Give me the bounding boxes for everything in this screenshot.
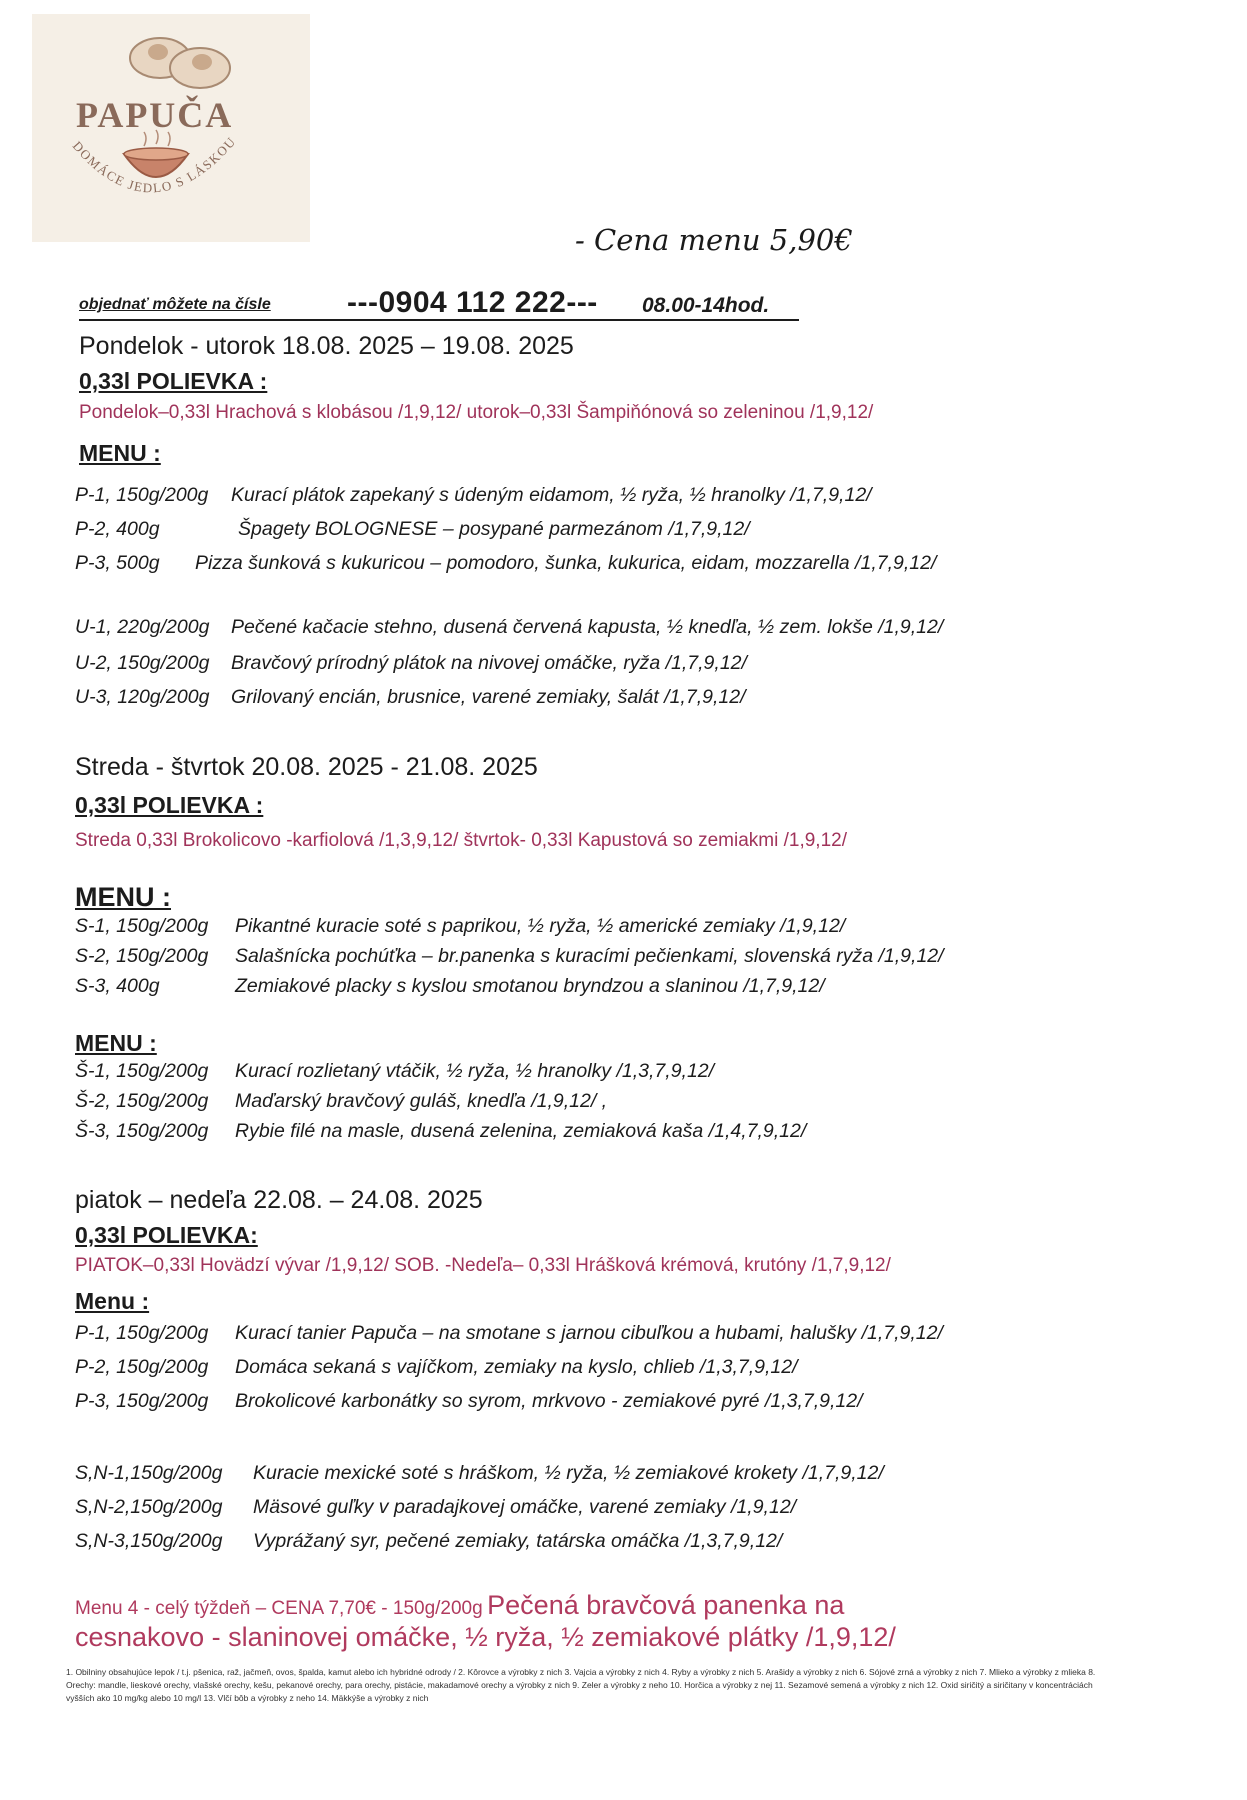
dish-code: Š-1, 150g/200g bbox=[75, 1060, 209, 1082]
menu4-title-part2: cesnakovo - slaninovej omáčke, ½ ryža, ½ zemiakové plátky /1,9,12/ bbox=[75, 1622, 896, 1652]
menu4-line-1 bbox=[75, 1590, 844, 1621]
dish-item bbox=[75, 1496, 796, 1519]
order-line bbox=[79, 284, 799, 324]
dish-text: Vyprážaný syr, pečené zemiaky, tatárska omáčka /1,3,7,9,12/ bbox=[253, 1530, 783, 1552]
menu-heading: MENU : bbox=[75, 882, 171, 912]
dish-code: P-1, 150g/200g bbox=[75, 484, 209, 506]
dish-code: S,N-2,150g/200g bbox=[75, 1496, 223, 1518]
dish-item bbox=[75, 1390, 863, 1413]
dish-text: Zemiakové placky s kyslou smotanou bryndzou a slaninou /1,7,9,12/ bbox=[235, 975, 825, 997]
dish-item bbox=[75, 652, 747, 675]
period-heading: Pondelok - utorok 18.08. 2025 – 19.08. 2025 bbox=[79, 332, 574, 360]
dish-item bbox=[75, 616, 943, 639]
menu-heading: MENU : bbox=[75, 1030, 157, 1056]
dish-text: Rybie filé na masle, dusená zelenina, zemiaková kaša /1,4,7,9,12/ bbox=[235, 1120, 807, 1142]
dish-text: Mäsové guľky v paradajkovej omáčke, varené zemiaky /1,9,12/ bbox=[253, 1496, 797, 1518]
dish-code: S-3, 400g bbox=[75, 975, 160, 997]
dish-item bbox=[75, 915, 845, 938]
dish-item bbox=[75, 1530, 782, 1553]
dish-text: Salašnícka pochúťka – br.panenka s kuracími pečienkami, slovenská ryža /1,9,12/ bbox=[235, 945, 944, 967]
dish-item bbox=[75, 484, 872, 507]
menu4-title-part1: Pečená bravčová panenka na bbox=[487, 1590, 845, 1620]
dish-code: P-1, 150g/200g bbox=[75, 1322, 209, 1344]
order-label: objednať môžete na čísle bbox=[79, 296, 271, 313]
dish-item bbox=[75, 552, 936, 575]
menu-price-note: - Cena menu 5,90€ bbox=[575, 223, 853, 257]
menu-heading: MENU : bbox=[79, 440, 161, 466]
dish-code: U-2, 150g/200g bbox=[75, 652, 210, 674]
dish-text: Domáca sekaná s vajíčkom, zemiaky na kyslo, chlieb /1,3,7,9,12/ bbox=[235, 1356, 798, 1378]
dish-code: P-2, 150g/200g bbox=[75, 1356, 209, 1378]
dish-text: Pečené kačacie stehno, dusená červená kapusta, ½ knedľa, ½ zem. lokše /1,9,12/ bbox=[231, 616, 944, 638]
period-heading: Streda - štvrtok 20.08. 2025 - 21.08. 2025 bbox=[75, 753, 538, 781]
soup-heading: 0,33l POLIEVKA : bbox=[75, 792, 264, 818]
dish-item bbox=[75, 686, 745, 709]
dish-item bbox=[75, 975, 825, 998]
menu-heading: Menu : bbox=[75, 1288, 150, 1314]
dish-text: Kurací rozlietaný vtáčik, ½ ryža, ½ hranolky /1,3,7,9,12/ bbox=[235, 1060, 715, 1082]
dish-text: Špagety BOLOGNESE – posypané parmezánom /1,7,9,12/ bbox=[238, 518, 750, 540]
dish-item bbox=[75, 518, 750, 541]
dish-code: U-3, 120g/200g bbox=[75, 686, 210, 708]
dish-text: Bravčový prírodný plátok na nivovej omáčke, ryža /1,7,9,12/ bbox=[231, 652, 747, 674]
dish-code: S-2, 150g/200g bbox=[75, 945, 209, 967]
allergen-legend: 1. Obilniny obsahujúce lepok / t.j. pšenica, raž, jačmeň, ovos, špalda, kamut alebo ich hybridné odrody / 2. Kôrovce a výrobky z nich 3. Vajcia a výrobky z nich 4. Ryby a výrobky z nich 5. Arašidy a výrobky z nich 6. Sójové zrná a výrobky z nich 7. Mlieko a výrobky z mlieka 8. Orechy: mandle, lieskové orechy, vlašské orechy, kešu, pekanové orechy, para orechy, pistácie, makadamové orechy a výrobky z nich 9. Zeler a výrobky z neho 10. Horčica a výrobky z nej 11. Sezamové semená a výrobky z nich 12. Oxid siričitý a siričitany v koncentráciách vyšších ako 10 mg/kg alebo 10 mg/l 13. Vlčí bôb a výrobky z neho 14. Mäkkýše a výrobky z nich bbox=[66, 1667, 1096, 1704]
dish-text: Brokolicové karbonátky so syrom, mrkvovo - zemiakové pyré /1,3,7,9,12/ bbox=[235, 1390, 863, 1412]
menu4-prefix: Menu 4 - celý týždeň – CENA 7,70€ - 150g/200g bbox=[75, 1598, 483, 1619]
dish-code: P-3, 150g/200g bbox=[75, 1390, 209, 1412]
dish-code: U-1, 220g/200g bbox=[75, 616, 210, 638]
dish-item bbox=[75, 1060, 714, 1083]
dish-text: Grilovaný encián, brusnice, varené zemiaky, šalát /1,7,9,12/ bbox=[231, 686, 746, 708]
period-heading: piatok – nedeľa 22.08. – 24.08. 2025 bbox=[75, 1186, 483, 1214]
soup-line: PIATOK–0,33l Hovädzí vývar /1,9,12/ SOB. -Nedeľa– 0,33l Hrášková krémová, krutóny /1,7,9,12/ bbox=[75, 1255, 891, 1276]
dish-code: S,N-3,150g/200g bbox=[75, 1530, 223, 1552]
dish-code: P-3, 500g bbox=[75, 552, 160, 574]
logo-name: PAPUČA bbox=[76, 95, 234, 135]
soup-heading: 0,33l POLIEVKA : bbox=[79, 368, 268, 394]
dish-item bbox=[75, 1322, 943, 1345]
order-phone: ---0904 112 222--- bbox=[347, 286, 598, 319]
dish-item bbox=[75, 1356, 798, 1379]
dish-item bbox=[75, 1120, 806, 1143]
dish-item bbox=[75, 1090, 607, 1113]
logo bbox=[32, 14, 310, 242]
soup-heading: 0,33l POLIEVKA: bbox=[75, 1222, 258, 1248]
dish-text: Kurací tanier Papuča – na smotane s jarnou cibuľkou a hubami, halušky /1,7,9,12/ bbox=[235, 1322, 943, 1344]
soup-line: Pondelok–0,33l Hrachová s klobásou /1,9,12/ utorok–0,33l Šampiňónová so zeleninou /1,9,12/ bbox=[79, 402, 874, 423]
dish-item bbox=[75, 945, 944, 968]
dish-code: Š-2, 150g/200g bbox=[75, 1090, 209, 1112]
divider bbox=[79, 319, 799, 321]
dish-text: Pizza šunková s kukuricou – pomodoro, šunka, kukurica, eidam, mozzarella /1,7,9,12/ bbox=[195, 552, 937, 574]
dish-code: S,N-1,150g/200g bbox=[75, 1462, 223, 1484]
bowl-icon bbox=[32, 14, 310, 242]
dish-text: Kuracie mexické soté s hráškom, ½ ryža, ½ zemiakové krokety /1,7,9,12/ bbox=[253, 1462, 884, 1484]
dish-text: Pikantné kuracie soté s paprikou, ½ ryža, ½ americké zemiaky /1,9,12/ bbox=[235, 915, 846, 937]
dish-code: P-2, 400g bbox=[75, 518, 160, 540]
logo-tagline: DOMÁCE JEDLO S LÁSKOU bbox=[69, 133, 239, 196]
dish-text: Kurací plátok zapekaný s údeným eidamom, ½ ryža, ½ hranolky /1,7,9,12/ bbox=[231, 484, 872, 506]
order-hours: 08.00-14hod. bbox=[642, 294, 770, 317]
dish-text: Maďarský bravčový guláš, knedľa /1,9,12/ , bbox=[235, 1090, 608, 1112]
dish-code: Š-3, 150g/200g bbox=[75, 1120, 209, 1142]
dish-code: S-1, 150g/200g bbox=[75, 915, 209, 937]
soup-line: Streda 0,33l Brokolicovo -karfiolová /1,3,9,12/ štvrtok- 0,33l Kapustová so zemiakmi /1,9,12/ bbox=[75, 830, 847, 851]
dish-item bbox=[75, 1462, 884, 1485]
